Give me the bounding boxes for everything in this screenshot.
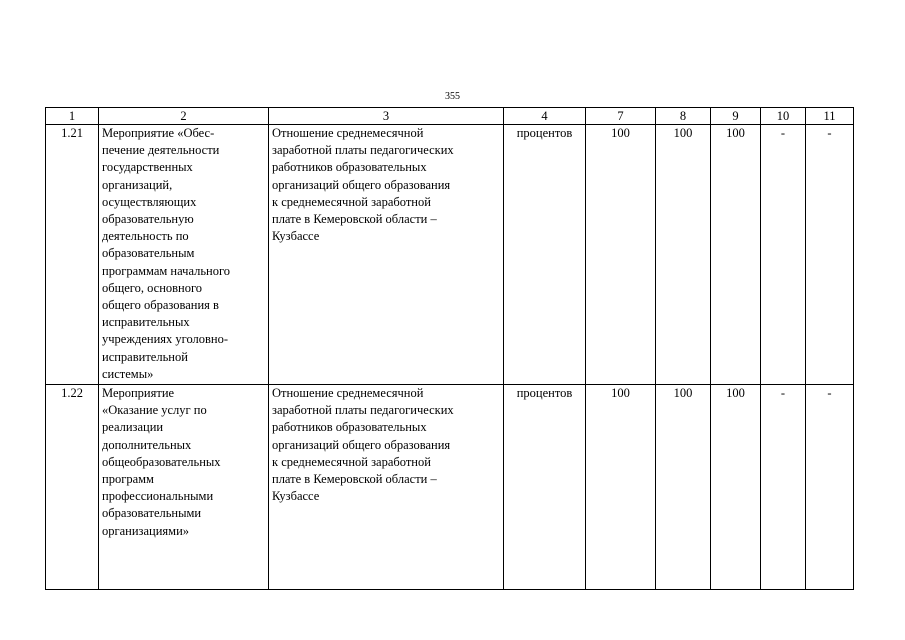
column-header: 8 [656,108,711,125]
row-number-cell: 1.22 [46,385,99,590]
indicator-cell: Отношение среднемесячной заработной платы педагогических работников образовательных организаций общего образования к среднемесячной заработной плате в Кемеровской области – Кузбассе [269,385,504,590]
column-header: 4 [504,108,586,125]
value-cell-9: 100 [711,125,761,385]
indicator-cell: Отношение среднемесячной заработной платы педагогических работников образовательных организаций общего образования к среднемесячной заработной плате в Кемеровской области – Кузбассе [269,125,504,385]
value-cell-7: 100 [586,125,656,385]
column-header: 10 [761,108,806,125]
value-cell-7: 100 [586,385,656,590]
table-row [46,125,854,385]
value-cell-8: 100 [656,125,711,385]
row-number-cell: 1.21 [46,125,99,385]
value-cell-10: - [761,125,806,385]
column-header: 11 [806,108,854,125]
page-number: 355 [445,91,460,102]
column-header: 9 [711,108,761,125]
data-table [45,107,854,590]
column-header: 1 [46,108,99,125]
column-header: 2 [99,108,269,125]
value-cell-10: - [761,385,806,590]
column-header: 3 [269,108,504,125]
table-row [46,385,854,590]
value-cell-11: - [806,385,854,590]
event-cell: Мероприятие «Оказание услуг по реализации дополнительных общеобразовательных программ профессиональными образовательными организациями» [99,385,269,590]
value-cell-9: 100 [711,385,761,590]
event-cell: Мероприятие «Обес- печение деятельности государственных организаций, осуществляющих образовательную деятельность по образовательным программам начального общего, основного общего образования в исправительных учреждениях уголовно- исправительной системы» [99,125,269,385]
unit-cell: процентов [504,125,586,385]
table-header-row [46,108,854,125]
unit-cell: процентов [504,385,586,590]
column-header: 7 [586,108,656,125]
value-cell-11: - [806,125,854,385]
value-cell-8: 100 [656,385,711,590]
